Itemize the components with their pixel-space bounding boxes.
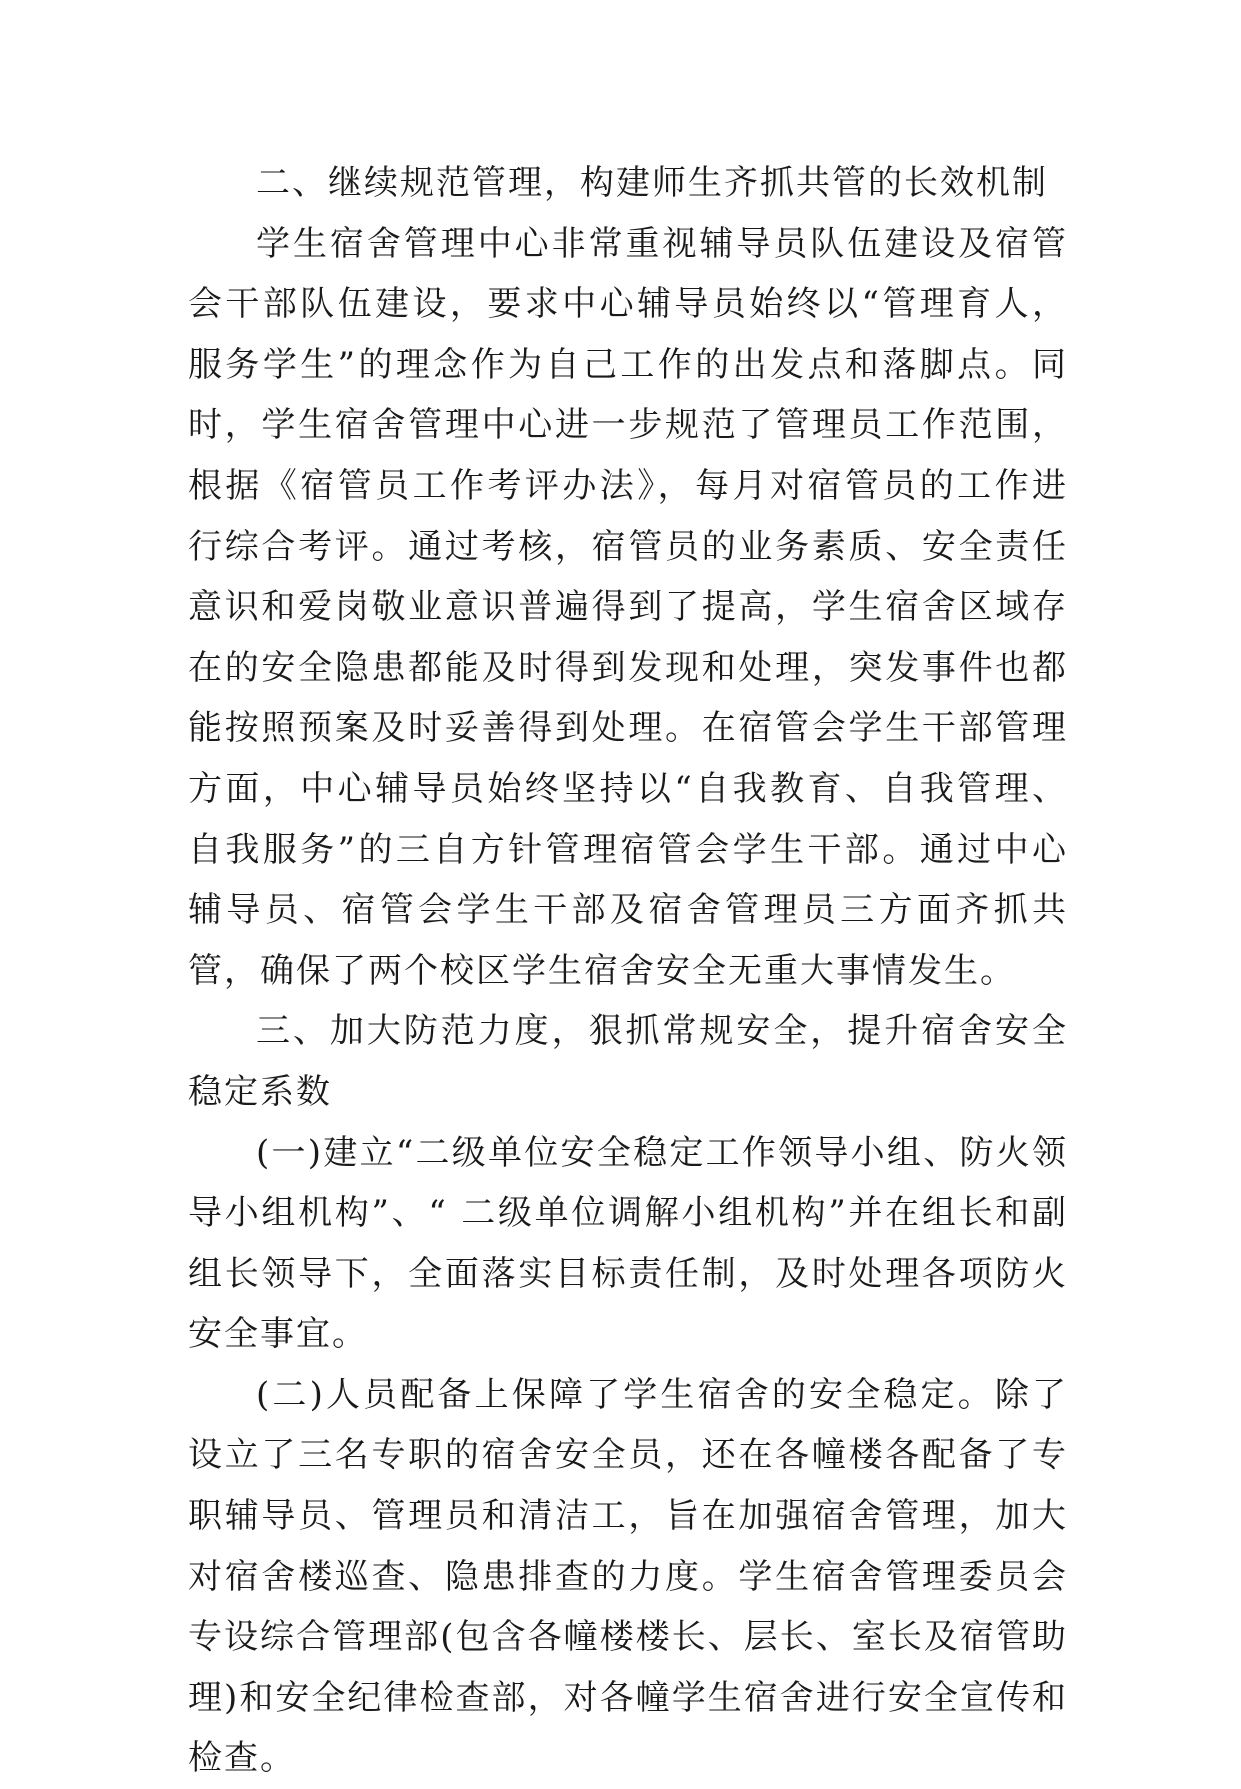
section-2-heading: 二、继续规范管理，构建师生齐抓共管的长效机制 xyxy=(256,163,1048,203)
section-3-heading: 三、加大防范力度，狠抓常规安全，提升宿舍安全稳定系数 xyxy=(188,1011,1068,1112)
document-body xyxy=(188,153,1068,1789)
section-3-item-2: (二)人员配备上保障了学生宿舍的安全稳定。除了设立了三名专职的宿舍安全员，还在各幢楼各配备了专职辅导员、管理员和清洁工，旨在加强宿舍管理，加大对宿舍楼巡查、隐患排查的力度。学生宿舍管理委员会专设综合管理部(包含各幢楼楼长、层长、室长及宿管助理)和安全纪律检查部，对各幢学生宿舍进行安全宣传和检查。 xyxy=(188,1374,1068,1779)
section-3-item-1: (一)建立“二级单位安全稳定工作领导小组、防火领导小组机构”、“ 二级单位调解小组机构”并在组长和副组长领导下，全面落实目标责任制，及时处理各项防火安全事宜。 xyxy=(188,1132,1068,1355)
section-2-paragraph: 学生宿舍管理中心非常重视辅导员队伍建设及宿管会干部队伍建设，要求中心辅导员始终以“管理育人，服务学生”的理念作为自己工作的出发点和落脚点。同时，学生宿舍管理中心进一步规范了管理员工作范围，根据《宿管员工作考评办法》，每月对宿管员的工作进行综合考评。通过考核，宿管员的业务素质、安全责任意识和爱岗敬业意识普遍得到了提高，学生宿舍区域存在的安全隐患都能及时得到发现和处理，突发事件也都能按照预案及时妥善得到处理。在宿管会学生干部管理方面，中心辅导员始终坚持以“自我教育、自我管理、自我服务”的三自方针管理宿管会学生干部。通过中心辅导员、宿管会学生干部及宿舍管理员三方面齐抓共管，确保了两个校区学生宿舍安全无重大事情发生。 xyxy=(188,223,1068,991)
